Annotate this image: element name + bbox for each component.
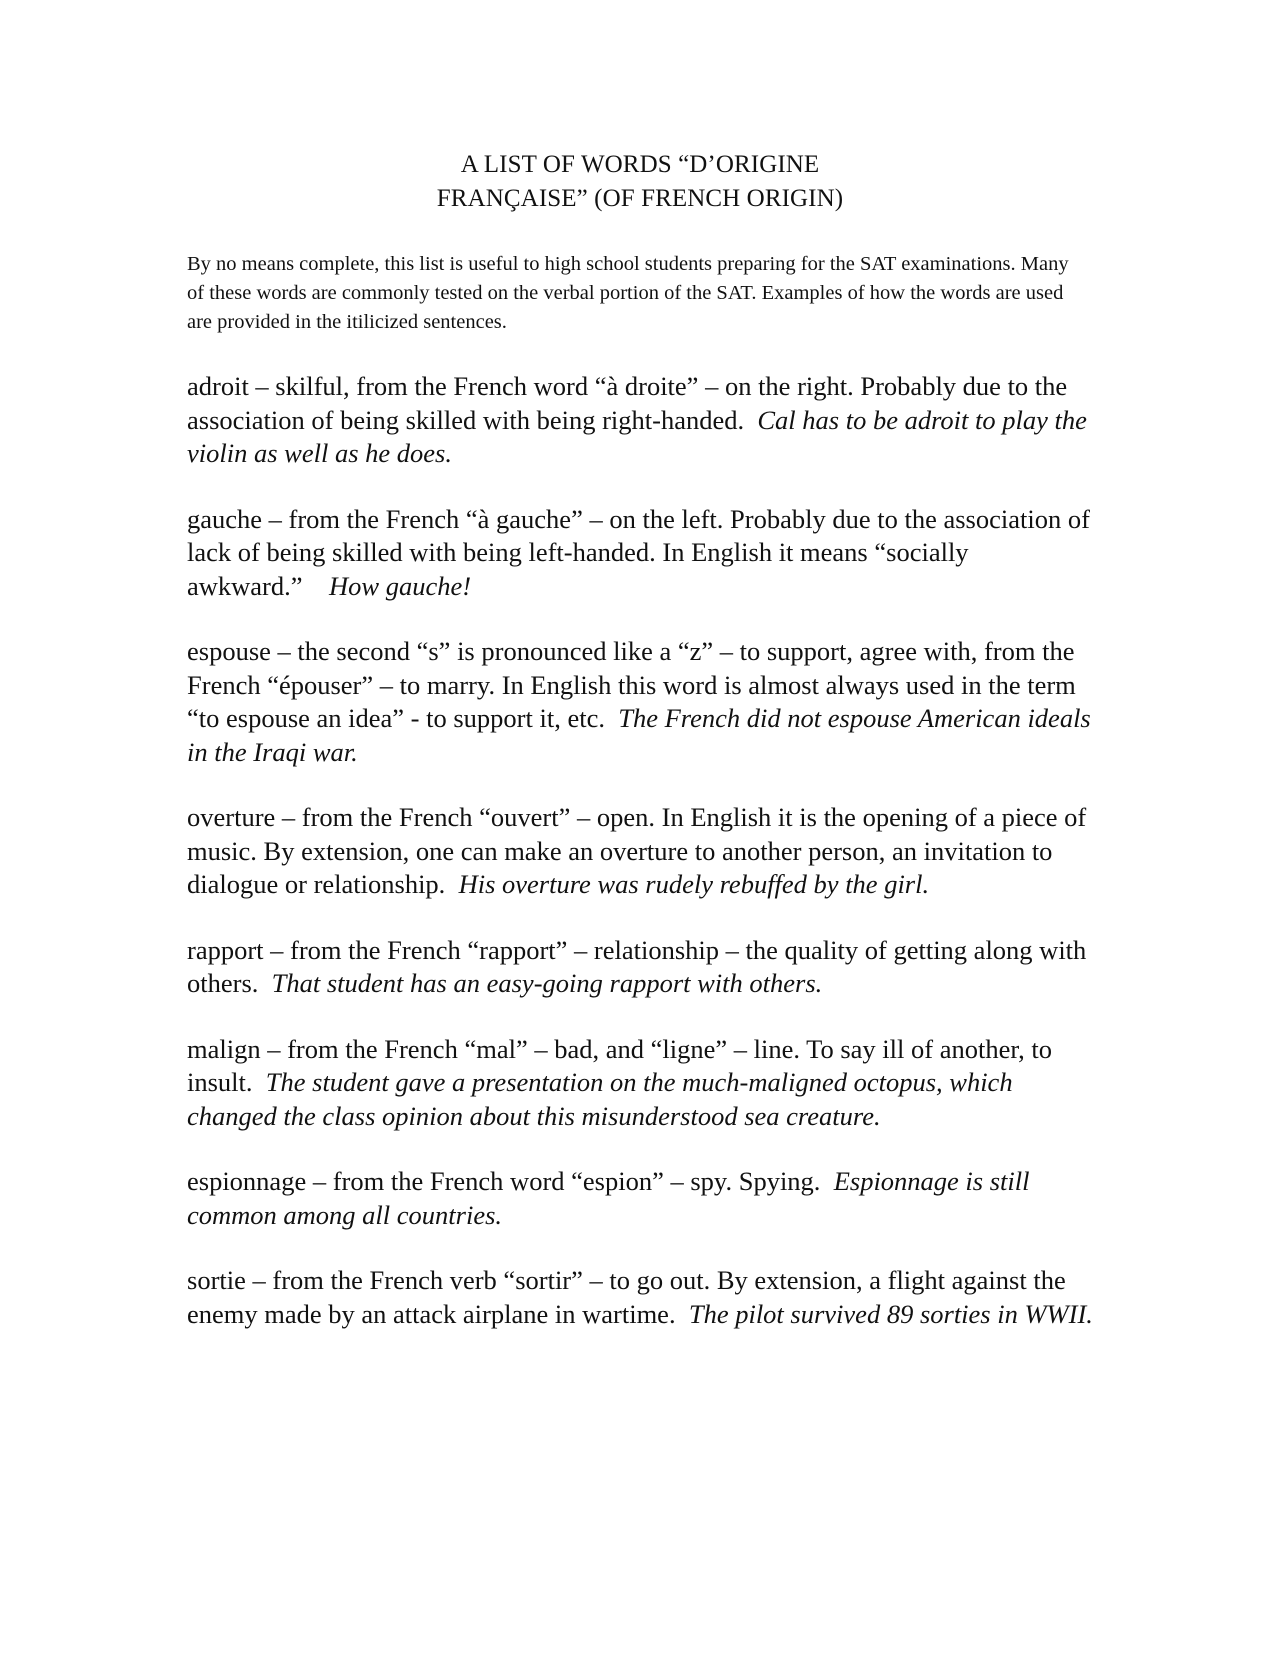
entry-overture (187, 801, 1097, 902)
entry-definition: gauche – from the French “à gauche” – on the left. Probably due to the association of lack of being skilled with being left-handed. In English it means “socially awkward.” (187, 503, 1090, 601)
entry-adroit (187, 370, 1097, 471)
entry-definition: sortie – from the French verb “sortir” – to go out. By extension, a flight against the enemy made by an attack airplane in wartime. (187, 1265, 1066, 1329)
entry-definition: malign – from the French “mal” – bad, and “ligne” – line. To say ill of another, to insult. (187, 1033, 1052, 1097)
entry-rapport (187, 934, 1097, 1001)
entry-definition: espouse – the second “s” is pronounced like a “z” – to support, agree with, from the French “épouser” – to marry. In English this word is almost always used in the term “to espouse an idea” - to support it, etc. (187, 636, 1076, 733)
entry-example: His overture was rudely rebuffed by the girl. (458, 869, 930, 899)
entry-example: The pilot survived 89 sorties in WWII. (688, 1298, 1093, 1329)
entry-example: Cal has to be adroit to play the violin as well as he does. (187, 404, 1087, 468)
entry-definition: overture – from the French “ouvert” – open. In English it is the opening of a piece of music. By extension, one can make an overture to another person, an invitation to dialogue or relationship. (187, 802, 1087, 899)
title-line-2: FRANÇAISE” (OF FRENCH ORIGIN) (436, 185, 844, 212)
entry-gauche (187, 503, 1097, 604)
word-list (187, 370, 1097, 1363)
entry-espouse (187, 635, 1097, 769)
entry-example: That student has an easy-going rapport with others. (271, 968, 823, 998)
entry-example: How gauche! (329, 570, 472, 601)
entry-example: The French did not espouse American ideals in the Iraqi war. (187, 703, 1091, 767)
entry-example: Espionnage is still common among all countries. (187, 1166, 1030, 1230)
entry-definition: rapport – from the French “rapport” – relationship – the quality of getting along with others. (187, 934, 1087, 998)
document-title (0, 148, 1280, 216)
entry-sortie (187, 1264, 1097, 1331)
entry-malign (187, 1033, 1097, 1134)
entry-example: The student gave a presentation on the much-maligned octopus, which changed the class opinion about this misunderstood sea creature. (187, 1067, 1013, 1131)
entry-definition: espionnage – from the French word “espion” – spy. Spying. (187, 1166, 821, 1196)
title-line-1: A LIST OF WORDS “D’ORIGINE (460, 151, 820, 178)
entry-espionnage (187, 1165, 1097, 1232)
entry-definition: adroit – skilful, from the French word “à droite” – on the right. Probably due to the association of being skilled with being right-handed. (187, 371, 1068, 435)
intro-paragraph: By no means complete, this list is useful to high school students preparing for the SAT examinations. Many of these words are commonly tested on the verbal portion of the SAT. Examples of how the words are used are provided in the itilicized sentences. (187, 253, 1069, 333)
